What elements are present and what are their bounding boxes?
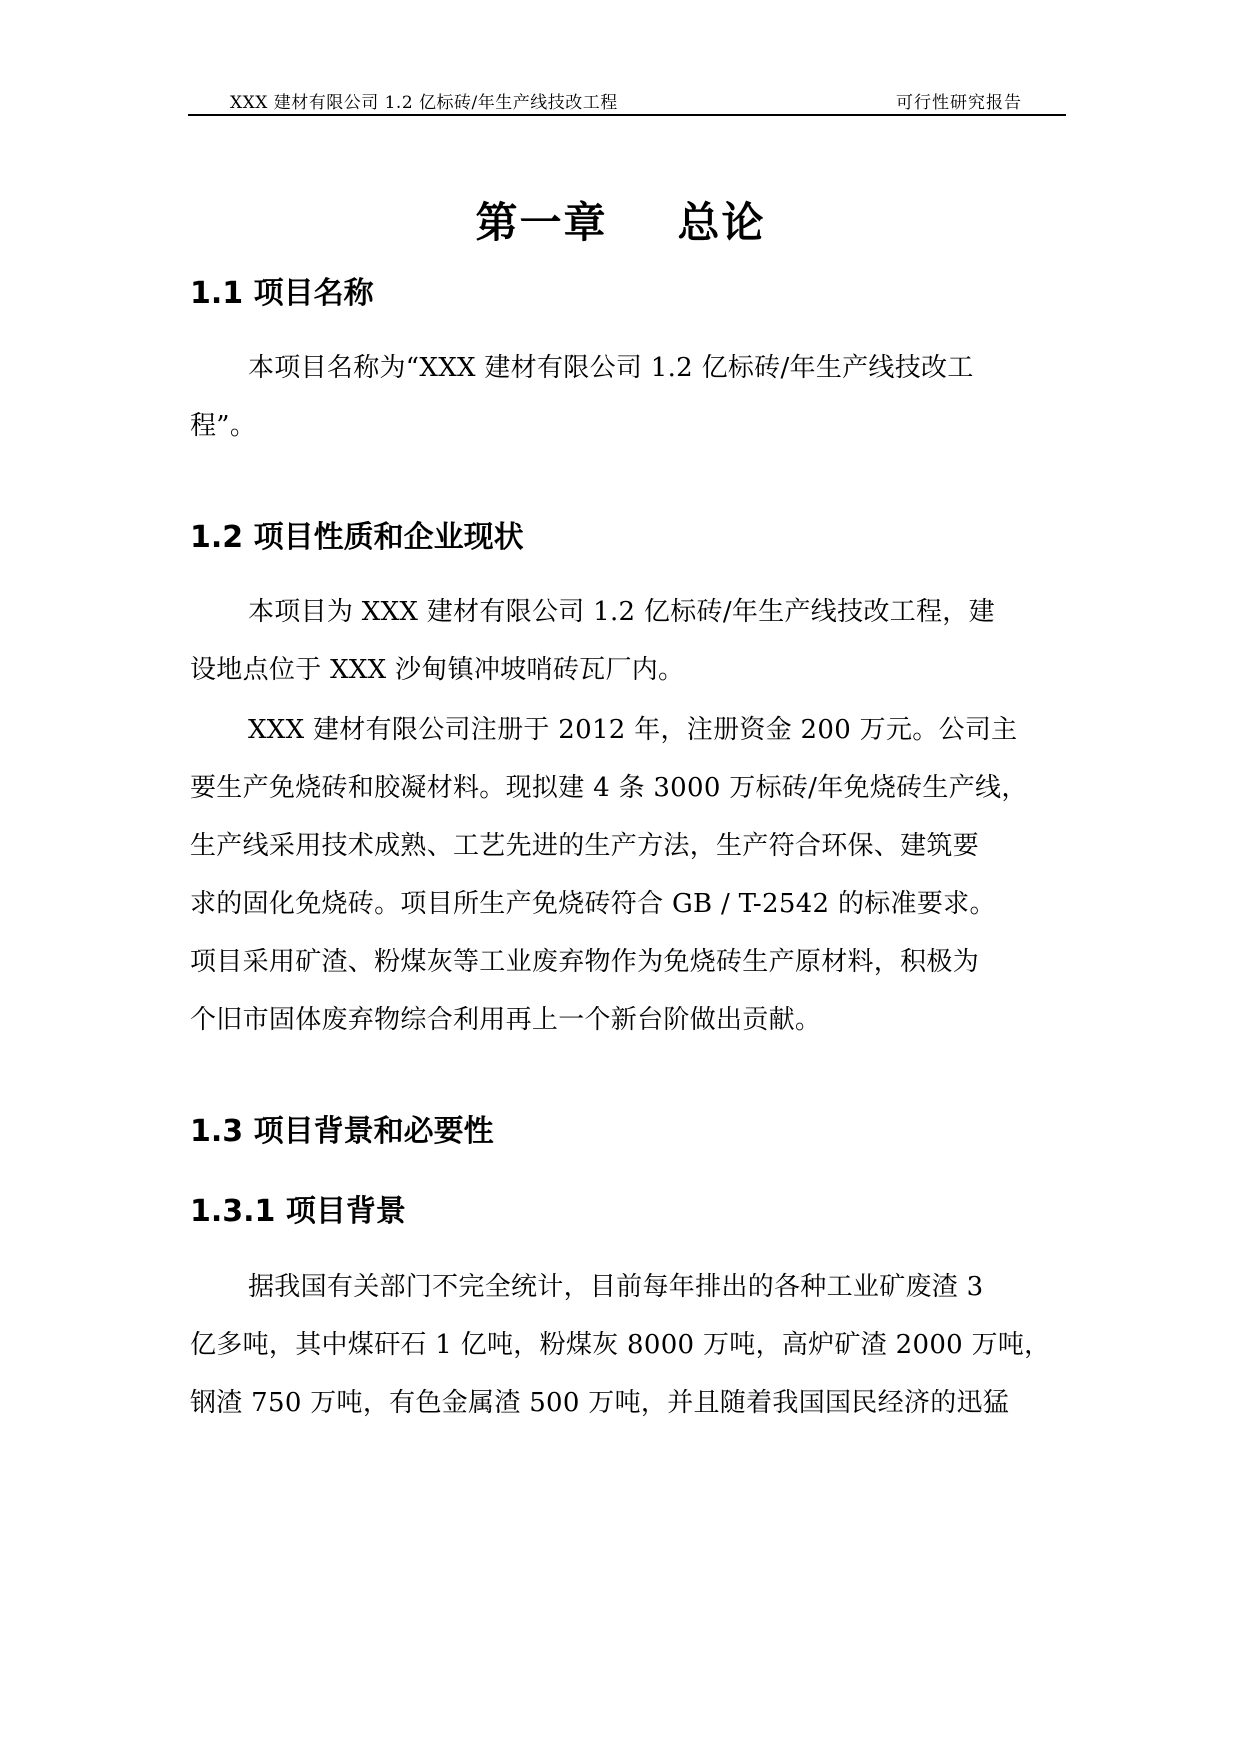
paragraph-line: 求的固化免烧砖。项目所生产免烧砖符合 GB / T-2542 的标准要求。 xyxy=(190,889,996,919)
paragraph-line: 个旧市固体废弃物综合利用再上一个新台阶做出贡献。 xyxy=(190,1005,822,1035)
paragraph-line: 要生产免烧砖和胶凝材料。现拟建 4 条 3000 万标砖/年免烧砖生产线， xyxy=(190,773,1028,803)
paragraph-line: 亿多吨，其中煤矸石 1 亿吨，粉煤灰 8000 万吨，高炉矿渣 2000 万吨， xyxy=(190,1330,1051,1360)
paragraph-line: 本项目名称为“XXX 建材有限公司 1.2 亿标砖/年生产线技改工 xyxy=(248,353,974,383)
paragraph-line: 据我国有关部门不完全统计，目前每年排出的各种工业矿废渣 3 xyxy=(248,1272,984,1302)
paragraph-line: 钢渣 750 万吨，有色金属渣 500 万吨，并且随着我国国民经济的迅猛 xyxy=(190,1388,1010,1418)
page-header xyxy=(188,84,1066,116)
paragraph-line: 本项目为 XXX 建材有限公司 1.2 亿标砖/年生产线技改工程，建 xyxy=(248,597,995,627)
header-report-type: 可行性研究报告 xyxy=(896,93,1022,113)
section-heading-1-2: 1.2 项目性质和企业现状 xyxy=(190,520,524,555)
chapter-number: 第一章 xyxy=(475,198,608,247)
section-heading-1-1: 1.1 项目名称 xyxy=(190,276,374,311)
paragraph-line: 设地点位于 XXX 沙甸镇冲坡哨砖瓦厂内。 xyxy=(190,655,685,685)
section-heading-1-3: 1.3 项目背景和必要性 xyxy=(190,1114,494,1149)
paragraph-line: 生产线采用技术成熟、工艺先进的生产方法，生产符合环保、建筑要 xyxy=(190,831,980,861)
chapter-title xyxy=(0,190,1241,250)
subsection-heading-1-3-1: 1.3.1 项目背景 xyxy=(190,1194,406,1229)
paragraph-line: 程”。 xyxy=(190,411,257,441)
chapter-name: 总论 xyxy=(677,198,766,247)
paragraph-line: 项目采用矿渣、粉煤灰等工业废弃物作为免烧砖生产原材料，积极为 xyxy=(190,947,980,977)
paragraph-line: XXX 建材有限公司注册于 2012 年，注册资金 200 万元。公司主 xyxy=(248,715,1018,745)
header-document-title: XXX 建材有限公司 1.2 亿标砖/年生产线技改工程 xyxy=(230,93,618,113)
